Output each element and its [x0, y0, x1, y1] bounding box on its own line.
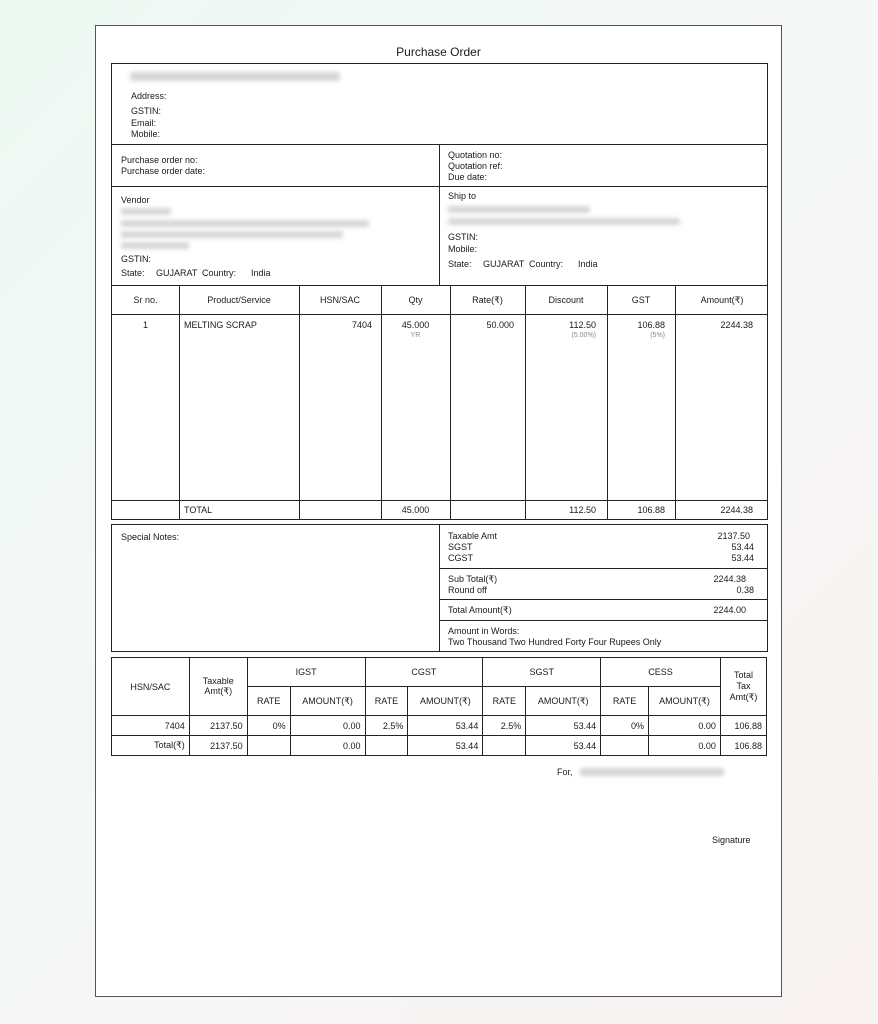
- cess-rate-header: RATE: [601, 687, 649, 716]
- tax-row-sgst-amt: 53.44: [526, 716, 601, 736]
- amount-words: Two Thousand Two Hundred Forty Four Rupees Only: [448, 637, 662, 647]
- total-label: TOTAL: [184, 505, 213, 515]
- taxable-amt-value: 2137.50: [717, 531, 750, 541]
- tax-header-taxable: Taxable Amt(₹): [189, 658, 247, 716]
- item-rate: 50.000: [486, 320, 514, 330]
- order-info-box: [111, 144, 768, 187]
- shipto-state-label: State:: [448, 259, 472, 269]
- sgst-value: 53.44: [731, 542, 754, 552]
- roundoff-label: Round off: [448, 585, 487, 595]
- shipto-redacted-2: [448, 218, 680, 225]
- item-qty: 45.000: [401, 320, 430, 330]
- shipto-state: GUJARAT: [483, 259, 525, 269]
- taxable-amt-label: Taxable Amt: [448, 531, 498, 541]
- tax-header-cgst: CGST: [365, 658, 483, 687]
- quotation-ref-label: Quotation ref:: [448, 161, 503, 171]
- tax-total-sgst-amt: 53.44: [526, 736, 601, 756]
- for-label: For,: [557, 767, 573, 777]
- summary-box: [111, 524, 768, 652]
- tax-header-cess: CESS: [601, 658, 721, 687]
- items-table: [111, 285, 768, 520]
- tax-row-cgst-rate: 2.5%: [365, 716, 408, 736]
- total-discount: 112.50: [569, 505, 596, 515]
- tax-table-total-row: [112, 736, 767, 756]
- vendor-label: Vendor: [121, 195, 150, 205]
- tax-row-hsn: 7404: [112, 716, 190, 736]
- vendor-gstin-label: GSTIN:: [121, 254, 152, 264]
- email-label: Email:: [131, 118, 157, 128]
- total-amount: 2244.38: [720, 505, 753, 515]
- total-qty: 45.000: [401, 505, 430, 515]
- item-discount-pct: (5.00%): [571, 332, 596, 339]
- amount-words-label: Amount in Words:: [448, 626, 520, 636]
- page-title: Purchase Order: [396, 45, 481, 59]
- vendor-redacted-3: [121, 231, 343, 238]
- tax-row-cess-amt: 0.00: [649, 716, 721, 736]
- vendor-redacted-2: [121, 220, 369, 227]
- cgst-amount-header: AMOUNT(₹): [408, 687, 483, 716]
- vendor-shipto-box: [111, 186, 768, 286]
- cgst-rate-header: RATE: [365, 687, 408, 716]
- subtotal-value: 2244.38: [713, 574, 746, 584]
- tax-header-sgst: SGST: [483, 658, 601, 687]
- tax-total-cess-amt: 0.00: [649, 736, 721, 756]
- subtotal-label: Sub Total(₹): [448, 574, 498, 584]
- company-box: [111, 63, 768, 145]
- special-notes-label: Special Notes:: [121, 532, 180, 542]
- item-gst-pct: (5%): [650, 332, 665, 339]
- item-product: MELTING SCRAP: [184, 320, 257, 330]
- item-unit: YR: [410, 332, 421, 339]
- quotation-no-label: Quotation no:: [448, 150, 503, 160]
- shipto-country: India: [578, 259, 598, 269]
- igst-rate-header: RATE: [247, 687, 290, 716]
- col-header-gst: GST: [631, 295, 651, 305]
- address-label: Address:: [131, 91, 167, 101]
- po-date-label: Purchase order date:: [121, 166, 206, 176]
- tax-row-sgst-rate: 2.5%: [483, 716, 526, 736]
- vendor-state-label: State:: [121, 268, 145, 278]
- roundoff-value: 0.38: [736, 585, 754, 595]
- cess-amount-header: AMOUNT(₹): [649, 687, 721, 716]
- sgst-amount-header: AMOUNT(₹): [526, 687, 601, 716]
- tax-breakdown-table: [111, 657, 767, 756]
- vendor-redacted-4: [121, 242, 189, 249]
- item-amount: 2244.38: [720, 320, 753, 330]
- tax-header-hsn: HSN/SAC: [112, 658, 190, 716]
- due-date-label: Due date:: [448, 172, 488, 182]
- tax-row-igst-amt: 0.00: [290, 716, 365, 736]
- col-header-rate: Rate(₹): [472, 295, 503, 305]
- shipto-mobile-label: Mobile:: [448, 244, 478, 254]
- tax-row-taxable: 2137.50: [189, 716, 247, 736]
- vendor-country: India: [251, 268, 271, 278]
- total-gst: 106.88: [637, 505, 665, 515]
- tax-total-taxable: 2137.50: [189, 736, 247, 756]
- tax-table-row: [112, 716, 767, 736]
- gstin-label: GSTIN:: [131, 106, 162, 116]
- tax-header-igst: IGST: [247, 658, 365, 687]
- tax-row-cess-rate: 0%: [601, 716, 649, 736]
- cgst-value: 53.44: [731, 553, 754, 563]
- item-sr: 1: [142, 320, 148, 330]
- shipto-gstin-label: GSTIN:: [448, 232, 479, 242]
- total-amount-label: Total Amount(₹): [448, 605, 512, 615]
- purchase-order-page: [95, 25, 782, 997]
- shipto-label: Ship to: [448, 191, 477, 201]
- sgst-label: SGST: [448, 542, 473, 552]
- company-name-redacted: [130, 72, 340, 81]
- col-header-amount: Amount(₹): [700, 295, 744, 305]
- mobile-label: Mobile:: [131, 129, 161, 139]
- vendor-state: GUJARAT: [156, 268, 198, 278]
- cgst-label: CGST: [448, 553, 474, 563]
- col-header-discount: Discount: [548, 295, 584, 305]
- vendor-country-label: Country:: [202, 268, 237, 278]
- col-header-hsn: HSN/SAC: [319, 295, 360, 305]
- for-company-redacted: [580, 768, 724, 776]
- item-gst: 106.88: [637, 320, 665, 330]
- tax-total-cgst-amt: 53.44: [408, 736, 483, 756]
- igst-amount-header: AMOUNT(₹): [290, 687, 365, 716]
- tax-row-igst-rate: 0%: [247, 716, 290, 736]
- tax-total-igst-amt: 0.00: [290, 736, 365, 756]
- vendor-redacted-1: [121, 208, 171, 215]
- tax-header-total-tax: Total Tax Amt(₹): [720, 658, 766, 716]
- tax-total-total-tax: 106.88: [720, 736, 766, 756]
- tax-row-cgst-amt: 53.44: [408, 716, 483, 736]
- tax-row-total-tax: 106.88: [720, 716, 766, 736]
- total-amount-value: 2244.00: [713, 605, 746, 615]
- item-discount: 112.50: [569, 320, 596, 330]
- po-number-label: Purchase order no:: [121, 155, 198, 165]
- sgst-rate-header: RATE: [483, 687, 526, 716]
- shipto-country-label: Country:: [529, 259, 564, 269]
- item-hsn: 7404: [351, 320, 372, 330]
- col-header-product: Product/Service: [207, 295, 271, 305]
- col-header-qty: Qty: [408, 295, 423, 305]
- col-header-sr: Sr no.: [133, 295, 158, 305]
- tax-total-label: Total(₹): [112, 736, 190, 756]
- signature-label: Signature: [712, 835, 751, 845]
- shipto-redacted-1: [448, 206, 590, 213]
